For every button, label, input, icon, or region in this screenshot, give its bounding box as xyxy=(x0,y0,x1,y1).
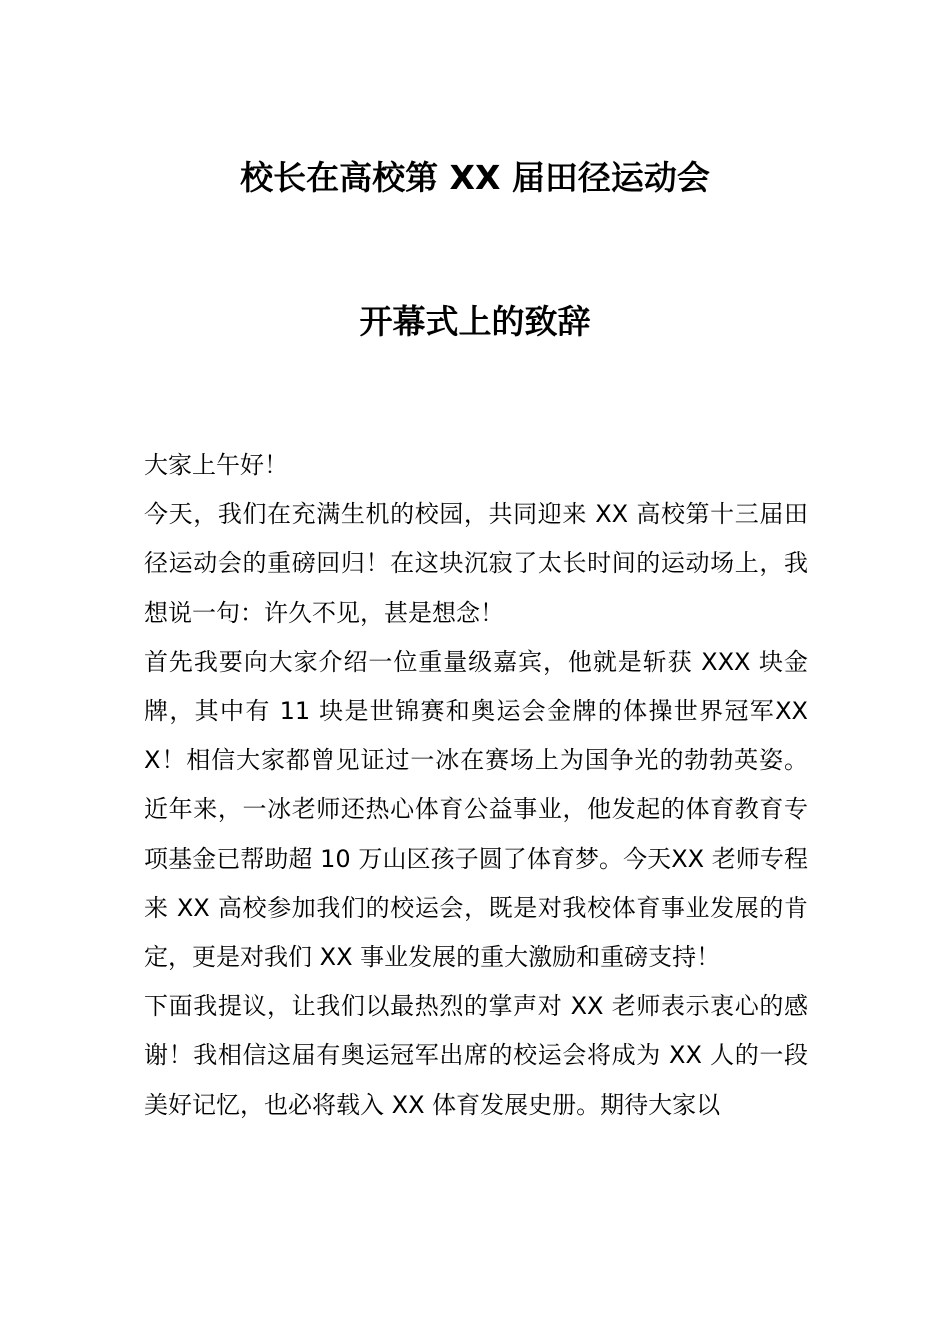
paragraph-opening: 今天，我们在充满生机的校园，共同迎来 XX 高校第十三届田径运动会的重磅回归！在这块沉寂了太长时间的运动场上，我想说一句：许久不见，甚是想念！ xyxy=(144,500,808,627)
document-title-line-1: 校长在高校第 XX 届田径运动会 xyxy=(240,158,710,197)
paragraph-guest-introduction: 首先我要向大家介绍一位重量级嘉宾，他就是斩获 XXX 块金牌，其中有 11 块是世锦赛和奥运会金牌的体操世界冠军XXX！相信大家都曾见证过一冰在赛场上为国争光的勃勃英姿。近年来，一冰老师还热心体育公益事业，他发起的体育教育专项基金已帮助超 10 万山区孩子圆了体育梦。今天XX 老师专程来 XX 高校参加我们的校运会，既是对我校体育事业发展的肯定，更是对我们 XX 事业发展的重大激励和重磅支持！ xyxy=(144,647,808,972)
document-body xyxy=(144,441,808,1130)
paragraph-thanks: 下面我提议，让我们以最热烈的掌声对 XX 老师表示衷心的感谢！我相信这届有奥运冠军出席的校运会将成为 XX 人的一段美好记忆，也必将载入 XX 体育发展史册。期待大家以 xyxy=(144,992,808,1119)
paragraph-greeting: 大家上午好！ xyxy=(144,451,288,479)
document-title-line-2: 开幕式上的致辞 xyxy=(359,302,591,341)
